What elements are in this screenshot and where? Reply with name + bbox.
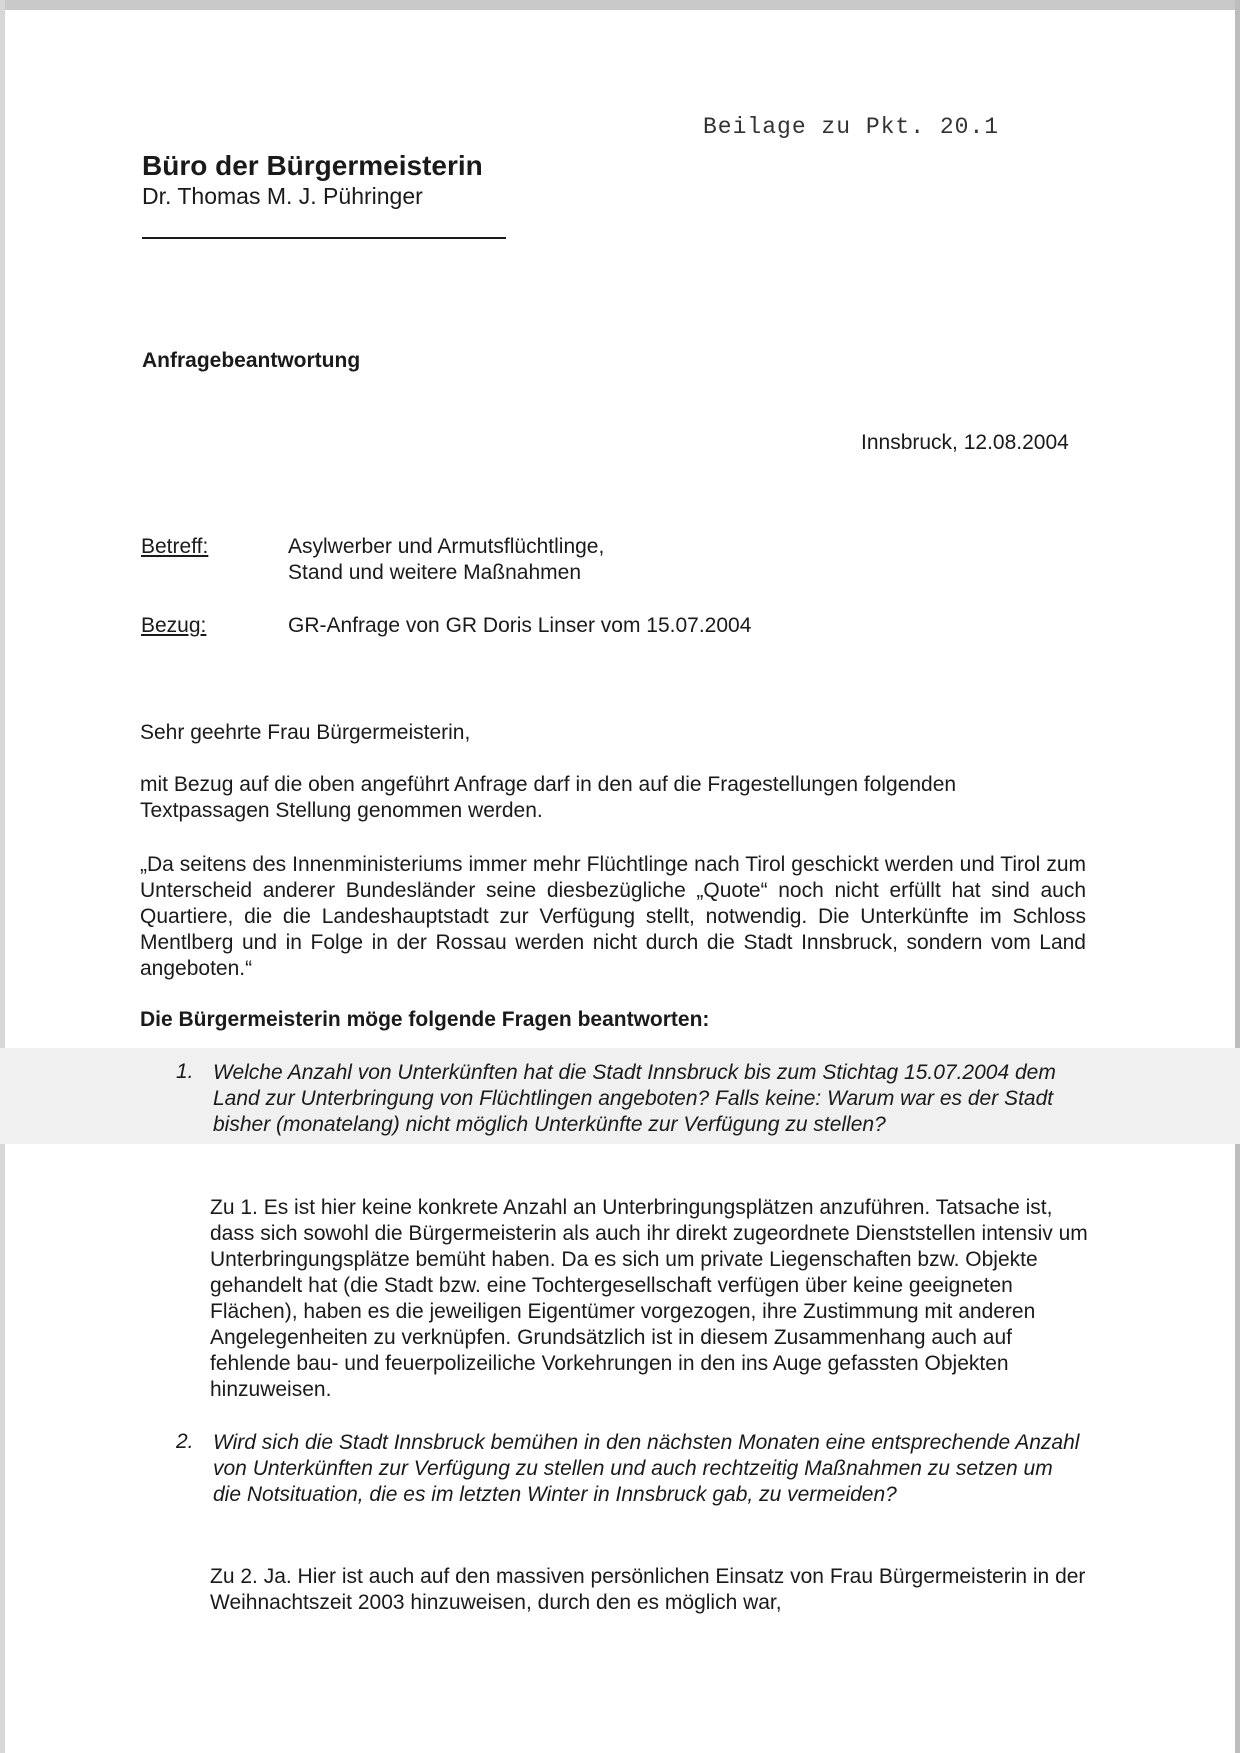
subject-line-1: Asylwerber und Armutsflüchtlinge, — [288, 535, 605, 558]
question-text: Wird sich die Stadt Innsbruck bemühen in den nächsten Monaten eine entsprechende Anzahl von Unterkünften zur Verfügung zu stellen und auch rechtzeitig Maßnahmen zu setzen um die Notsituation, die es im letzten Winter in Innsbruck gab, zu vermeiden? — [213, 1431, 1080, 1506]
place-date: Innsbruck, 12.08.2004 — [861, 431, 1069, 454]
reference-text: GR-Anfrage von GR Doris Linser vom 15.07.2004 — [288, 614, 752, 637]
attachment-reference: Beilage zu Pkt. 20.1 — [703, 114, 1000, 140]
scan-edge-left — [0, 0, 5, 1753]
salutation: Sehr geehrte Frau Bürgermeisterin, — [140, 721, 471, 744]
header-divider — [142, 237, 506, 239]
office-title: Büro der Bürgermeisterin — [142, 150, 483, 181]
answer-text: Zu 1. Es ist hier keine konkrete Anzahl an Unterbringungsplätzen anzuführen. Tatsache ist, dass sich sowohl die Bürgermeisterin als auch ihr direkt zugeordnete Dienststellen intensiv um Unterbringungsplätze bemüht haben. Da es sich um private Liegenschaften bzw. Objekte gehandelt hat (die Stadt bzw. eine Tochtergesellschaft verfügen über keine geeigneten Flächen), haben es die jeweiligen Eigentümer vorgezogen, ihre Zustimmung mit anderen Angelegenheiten zu verknüpfen. Grundsätzlich ist in diesem Zusammenhang auch auf fehlende bau- und feuerpolizeiliche Vorkehrungen in den ins Auge gefassten Objekten hinzuweisen. — [210, 1196, 1088, 1401]
questions-heading: Die Bürgermeisterin möge folgende Fragen beantworten: — [140, 1008, 710, 1031]
office-person: Dr. Thomas M. J. Pühringer — [142, 183, 423, 209]
question-number: 1. — [176, 1060, 194, 1083]
document-type: Anfragebeantwortung — [142, 349, 361, 372]
question-text: Welche Anzahl von Unterkünften hat die Stadt Innsbruck bis zum Stichtag 15.07.2004 dem Land zur Unterbringung von Flüchtlingen angeboten? Falls keine: Warum war es der Stadt bisher (monatelang) nicht möglich Unterkünfte zur Verfügung zu stellen? — [213, 1061, 1056, 1136]
quoted-paragraph: „Da seitens des Innenministeriums immer mehr Flüchtlinge nach Tirol geschickt werden und Tirol zum Unterscheid anderer Bundesländer seine diesbezügliche „Quote“ noch nicht erfüllt hat sind auch Quartiere, die die Landeshauptstadt zur Verfügung stellt, notwendig. Die Unterkünfte im Schloss Mentlberg und in Folge in der Rossau werden nicht durch die Stadt Innsbruck, sondern vom Land angeboten.“ — [140, 853, 1086, 980]
question-number: 2. — [176, 1430, 194, 1453]
subject-label: Betreff: — [141, 535, 209, 558]
answer-text: Zu 2. Ja. Hier ist auch auf den massiven persönlichen Einsatz von Frau Bürgermeisterin in der Weihnachtszeit 2003 hinzuweisen, durch den es möglich war, — [210, 1565, 1086, 1614]
intro-paragraph: mit Bezug auf die oben angeführt Anfrage darf in den auf die Fragestellungen folgenden Textpassagen Stellung genommen werden. — [140, 773, 957, 822]
scan-edge-right — [1235, 0, 1240, 1753]
reference-label: Bezug: — [141, 614, 207, 637]
scan-edge-top — [0, 0, 1240, 10]
subject-line-2: Stand und weitere Maßnahmen — [288, 561, 582, 584]
